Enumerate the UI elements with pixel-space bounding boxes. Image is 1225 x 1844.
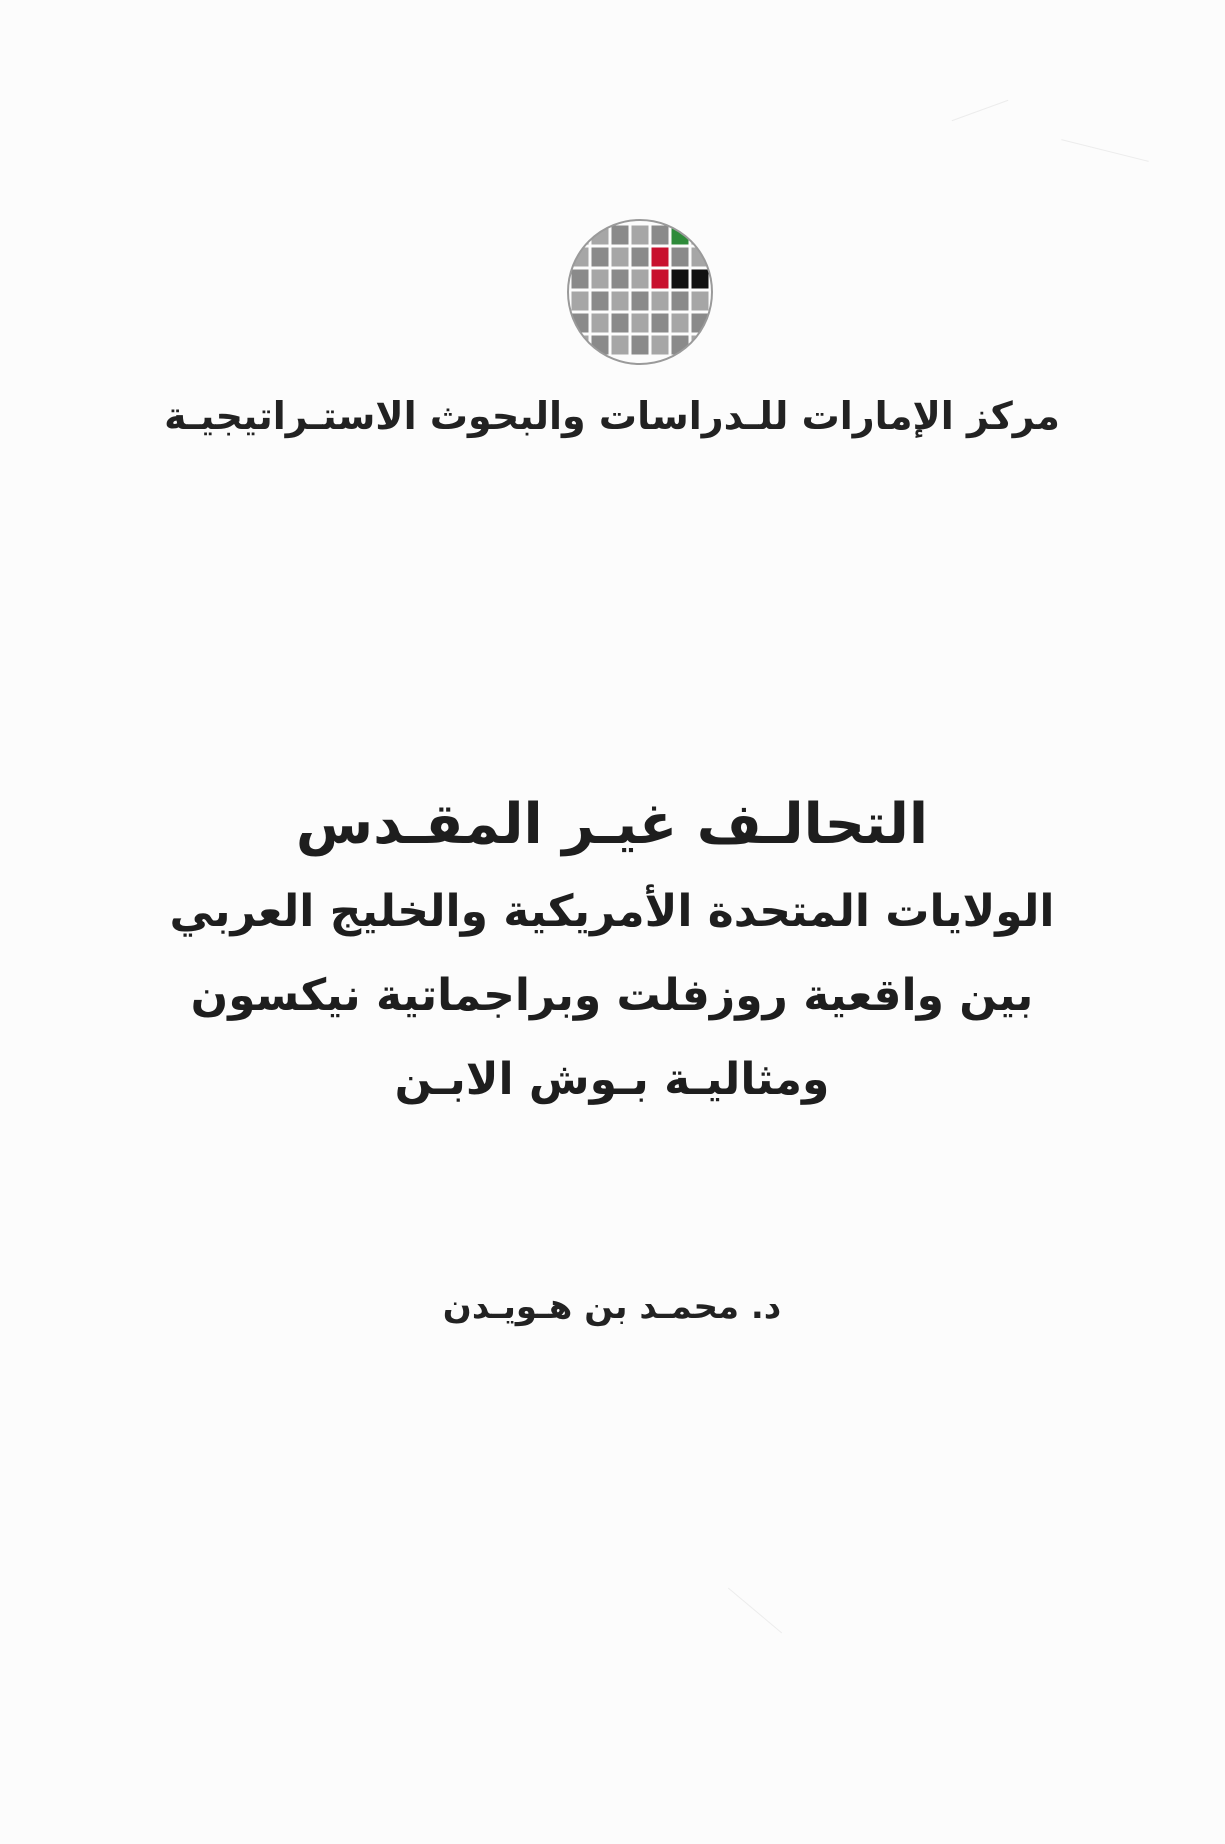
logo-grid-cell [572,270,589,289]
logo-grid-cell [692,270,709,289]
logo-grid-cell [672,248,689,267]
logo-grid-cell [592,314,609,333]
globe-grid-logo-icon [560,212,720,372]
logo-grid-cell [692,292,709,311]
subtitle-line-1: الولايات المتحدة الأمريكية والخليج العربي [169,886,1055,937]
logo-grid-cell [572,226,589,245]
logo-grid-cell [572,292,589,311]
logo-grid-cell [592,248,609,267]
logo-grid-cell [672,270,689,289]
logo-grid-cell [632,314,649,333]
logo-grid-cell [632,292,649,311]
logo-grid-cell [632,270,649,289]
logo-grid-cell [612,226,629,245]
subtitle-line-2: بين واقعية روزفلت وبراجماتية نيكسون [190,970,1034,1021]
subtitle-line-3: ومثاليـة بـوش الابـن [394,1054,830,1105]
logo-grid-cell [672,292,689,311]
logo-grid-cell [692,226,709,245]
logo-grid-cell [652,226,669,245]
logo-grid-cell [632,336,649,355]
author-name: د. محمـد بن هـويـدن [442,1287,782,1327]
logo-grid-cell [632,248,649,267]
logo-grid-cell [612,292,629,311]
paper-texture-mark [728,1588,782,1634]
logo-grid-cell [652,336,669,355]
logo-grid-cell [652,314,669,333]
logo-grid-cell [632,226,649,245]
logo-grid-cell [652,270,669,289]
logo-grid-cell [672,314,689,333]
logo-grid-cell [612,248,629,267]
main-title: التحالـف غيـر المقـدس [295,792,929,857]
paper-texture-mark [952,100,1009,121]
logo-grid-cell [612,336,629,355]
paper-texture-mark [1061,139,1149,162]
book-title-block [112,780,1112,1122]
logo-grid-cell [652,248,669,267]
logo-grid-cell [652,292,669,311]
logo-grid-cell [612,314,629,333]
logo-grid-cell [592,292,609,311]
publisher-name: مركز الإمارات للـدراسات والبحوث الاستـراتيجيـة [164,394,1060,438]
logo-grid-cell [612,270,629,289]
logo-grid-cell [592,270,609,289]
